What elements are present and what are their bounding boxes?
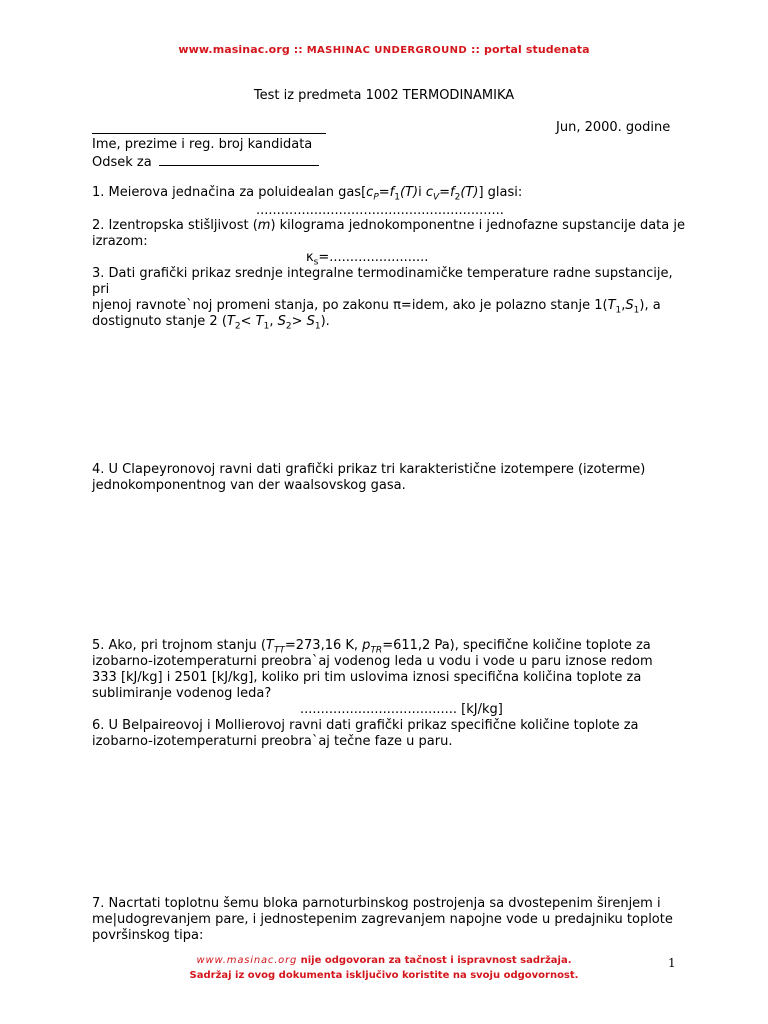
q1-cv-sub: V [432,192,440,203]
q2-text-b: ) kilograma jednokomponentne i jednofazne supstancije data je [270,218,685,233]
q5-ttr-value: =273,16 K, [284,638,363,653]
q4-line-1: 4. U Clapeyronovoj ravni dati grafički prikaz tri karakteristične izotempere (izoterme) [92,462,646,477]
q1-text: 1. Meierova jednačina za poluidealan gas[ [92,185,367,200]
q1-eq1: = [378,185,390,200]
q1-text-end: ] glasi: [478,185,523,200]
question-6 [92,718,692,750]
q4-line-2: jednokomponentnog van der waalsovskog gasa. [92,478,406,493]
q3-line-2-end: ), a [639,298,661,313]
question-4 [92,462,692,494]
q5-ptr-value: =611,2 Pa), specifične količine toplote za [382,638,651,653]
footer-line-2: Sadržaj iz ovog dokumenta isključivo koristite na svoju odgovornost. [189,970,579,981]
question-2 [92,218,692,250]
q2-kappa-sub: s [313,257,319,268]
question-5 [92,638,692,702]
header-brand: MASHINAC UNDERGROUND [306,45,468,56]
q3-line-2: njenoj ravnote`noj promeni stanja, po zakonu π=idem, ako je polazno stanje 1( [92,298,608,313]
q1-answer-blank: ............................................................ [256,203,504,218]
q3-line-1: 3. Dati grafički prikaz srednje integralne termodinamičke temperature radne supstancije, pri [92,266,673,297]
q6-line-2: izobarno-izotemperaturni preobra`aj tečne faze u paru. [92,734,453,749]
q5-ttr-symbol: T [265,638,274,653]
q2-m: m [257,218,271,233]
footer-site-link[interactable]: www.masinac.org [196,955,298,966]
q2-answer [306,250,429,268]
q3-line-3: dostignuto stanje 2 ( [92,314,227,329]
q5-line-2: izobarno-izotemperaturni preobra`aj vodenog leda u vodu i vode u paru iznose redom [92,654,653,669]
header-sep-2: :: [467,43,484,56]
footer-line-1: nije odgovoran za tačnost i ispravnost sadržaja. [297,955,572,966]
question-7 [92,896,692,944]
name-blank-line [92,121,326,134]
q1-cv: c [425,185,433,200]
q1-f2-sub: 2 [454,192,461,203]
exam-date: Jun, 2000. godine [556,120,671,135]
q6-line-1: 6. U Belpaireovoj i Mollierovoj ravni dati grafički prikaz specifične količine toplote za [92,718,639,733]
header-sep-1: :: [289,43,307,56]
q1-f1-sub: 1 [394,192,400,203]
q3-line-3-end: ). [320,314,330,329]
footer-disclaimer [0,953,768,983]
department-label: Odsek za [92,155,152,170]
q1-t1: (T) [399,185,419,200]
q2-text-2: izrazom: [92,234,148,249]
q5-ptr-symbol: p [362,638,371,653]
q5-ptr-sub: TR [370,645,383,656]
q2-answer-blank: =........................ [318,250,429,265]
q2-text: 2. Izentropska stišljivost ( [92,218,258,233]
q1-cp-sub: P [373,192,379,203]
q7-line-2: me|udogrevanjem pare, i jednostepenim zagrevanjem napojne vode u predajniku toplote [92,912,673,927]
q1-cp: c [366,185,374,200]
header-portal: portal studenata [483,43,590,56]
q1-and: i [418,185,426,200]
header-site-link[interactable]: www.masinac.org [178,43,290,56]
q5-line-1: 5. Ako, pri trojnom stanju ( [92,638,266,653]
site-header [0,43,768,56]
q1-f1: f [389,185,395,200]
q5-answer-blank: ...................................... [kJ/kg] [300,702,503,717]
page-title: Test iz predmeta 1002 TERMODINAMIKA [253,88,515,103]
question-1 [92,185,692,201]
q1-t2: (T) [460,185,479,200]
q2-kappa: κ [306,250,314,265]
department-row [92,153,692,171]
question-3: 3. Dati grafički prikaz srednje integralne termodinamičke temperature radne supstancije, pri njenoj ravnote`noj promeni stanja, po zakonu π=idem, ako je polazno stanje $1(T_1,S_1)$, a dostignuto stanje 2 ($T_2< T_1$, $S_2> S_1$). [92,266,692,330]
candidate-label: Ime, prezime i reg. broj kandidata [92,137,313,152]
page-number: 1 [668,956,676,970]
department-blank [159,153,319,166]
q7-line-1: 7. Nacrtati toplotnu šemu bloka parnoturbinskog postrojenja sa dvostepenim širenjem i [92,896,661,911]
q7-line-3: površinskog tipa: [92,928,204,943]
q5-line-4: sublimiranje vodenog leda? [92,686,272,701]
q5-line-3: 333 [kJ/kg] i 2501 [kJ/kg], koliko pri tim uslovima iznosi specifična količina toplote za [92,670,642,685]
q1-f2: f [450,185,455,200]
q5-ttr-sub: TT [273,645,285,656]
q1-eq2: = [439,185,451,200]
